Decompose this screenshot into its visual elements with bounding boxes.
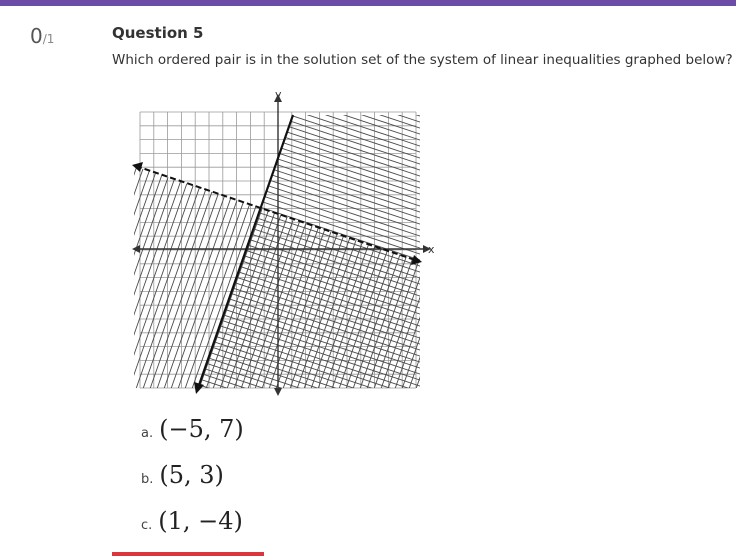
hatch-line xyxy=(130,398,450,406)
hatch-line xyxy=(403,86,450,406)
hatch-line xyxy=(130,86,450,102)
choice-a-value: (−5, 7) xyxy=(159,415,244,443)
hatch-line xyxy=(326,86,438,406)
x-axis-arrow-left xyxy=(132,245,140,253)
hatch-line xyxy=(214,86,326,406)
score-value: 0 xyxy=(30,24,43,48)
hatch-line xyxy=(130,386,450,406)
hatch-line xyxy=(130,86,450,96)
question-title: Question 5 xyxy=(112,24,204,42)
y-axis-label: y xyxy=(275,88,282,101)
choice-c-letter: c. xyxy=(141,518,153,533)
y-axis-arrow-down xyxy=(274,388,282,396)
hatch-line xyxy=(130,86,165,406)
hatch-line xyxy=(284,86,396,406)
hatch-line xyxy=(130,86,450,90)
score-total: /1 xyxy=(42,32,55,46)
hatch-line xyxy=(165,86,277,406)
hatch-line xyxy=(130,86,450,114)
hatch-line xyxy=(158,86,270,406)
choice-b-value: (5, 3) xyxy=(159,461,224,489)
choice-c-value: (1, −4) xyxy=(158,507,243,535)
question-text: Which ordered pair is in the solution set of the system of linear inequalities graphed below? xyxy=(112,52,733,68)
x-axis-label: x xyxy=(428,243,435,256)
top-accent-bar xyxy=(0,0,736,6)
hatch-line xyxy=(144,86,256,406)
hatch-line xyxy=(130,404,450,406)
choice-b-letter: b. xyxy=(141,472,154,487)
hatch-line xyxy=(179,86,291,406)
hatch-line xyxy=(249,86,361,406)
choice-b[interactable] xyxy=(141,460,224,490)
choice-a-letter: a. xyxy=(141,426,154,441)
dashed-line-arrow-left xyxy=(132,162,143,172)
selection-indicator-bar xyxy=(112,552,264,556)
hatch-line xyxy=(130,86,235,406)
hatch-line xyxy=(438,86,450,406)
hatch-line xyxy=(130,86,450,108)
hatch-line xyxy=(130,86,151,406)
choice-a[interactable] xyxy=(141,414,244,444)
dashed-line-arrow-right xyxy=(411,255,422,265)
hatch-line xyxy=(445,86,450,406)
hatch-line xyxy=(130,392,450,406)
score-indicator xyxy=(30,24,54,48)
hatch-line xyxy=(200,86,312,406)
inequality-graph xyxy=(130,86,450,406)
choice-c[interactable] xyxy=(141,506,243,536)
hatch-line xyxy=(130,86,137,406)
